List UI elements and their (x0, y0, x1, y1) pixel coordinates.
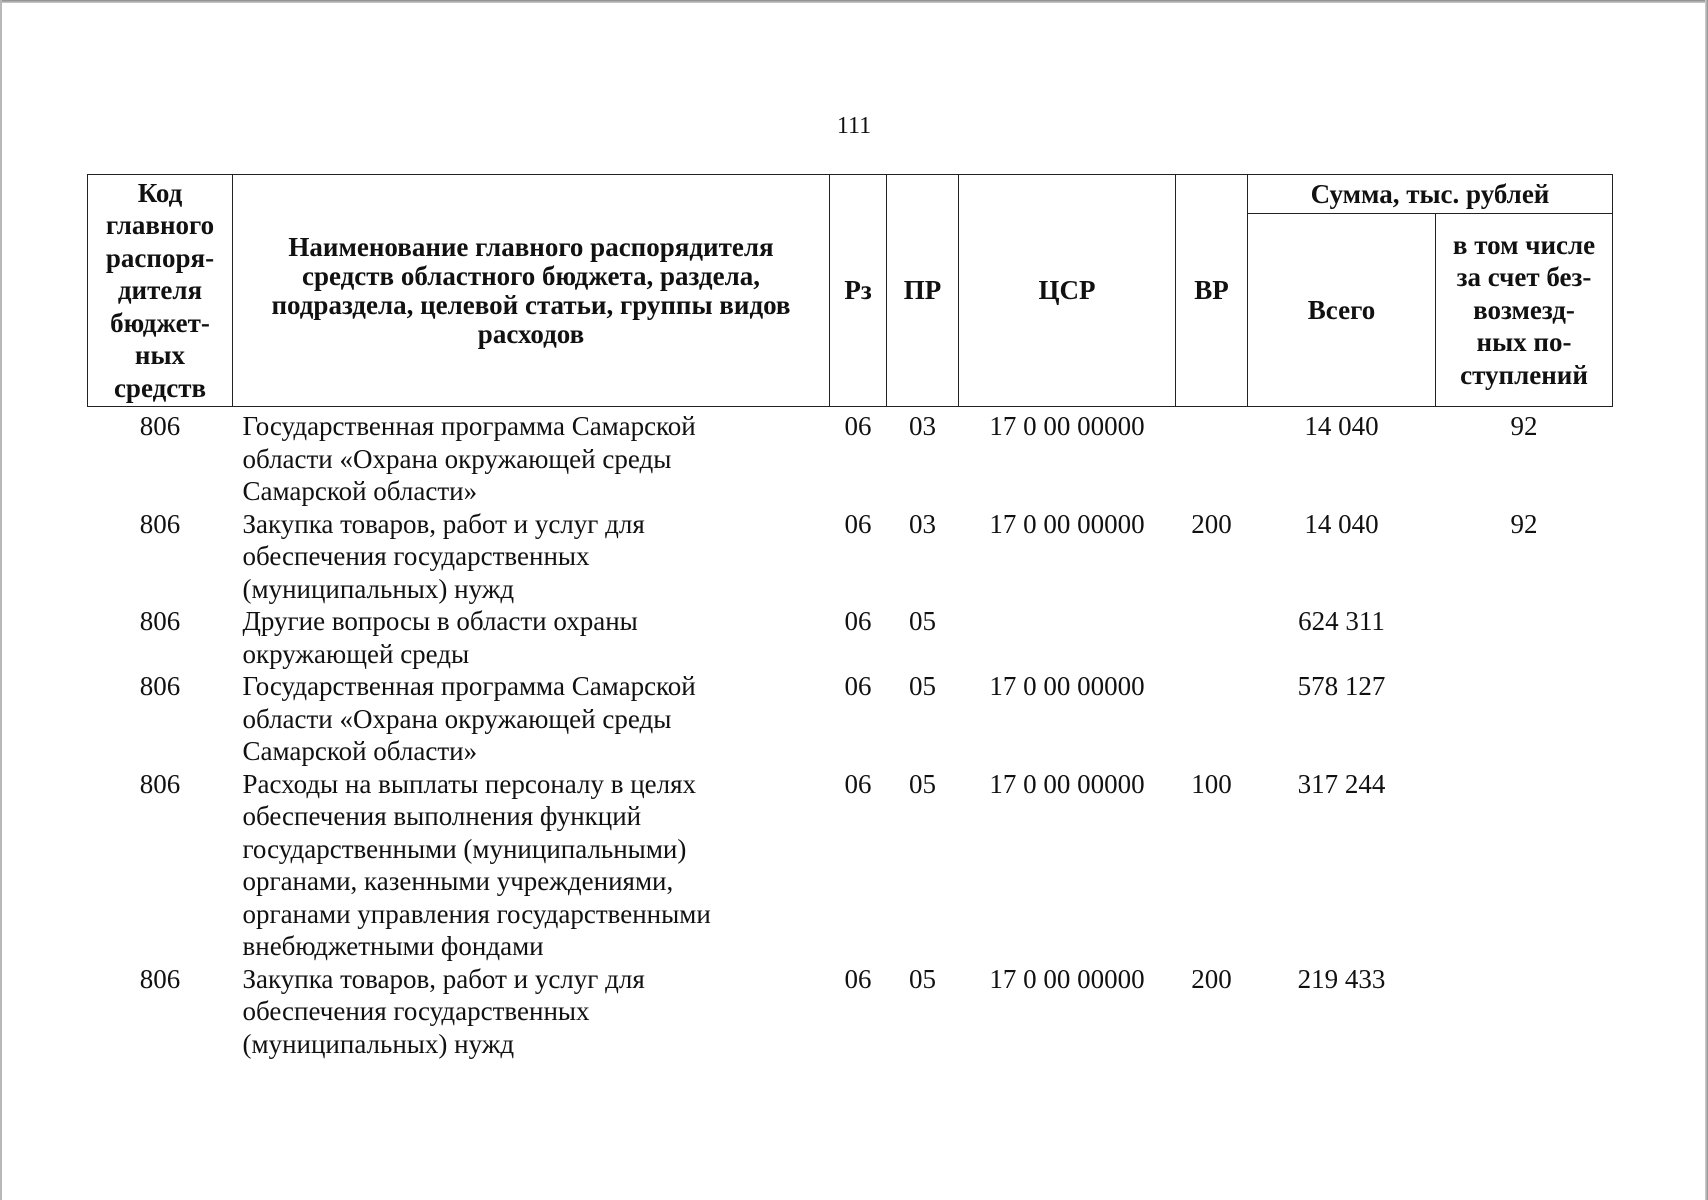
table-row (88, 605, 1613, 670)
cell-code: 806 (139, 508, 181, 539)
cell-vr: 100 (1191, 768, 1232, 799)
cell-name-line: области «Охрана окружающей среды (242, 443, 672, 474)
cell-name (233, 605, 830, 670)
cell-csr: 17 0 00 00000 (989, 411, 1145, 441)
cell-name-line: государственными (муниципальными) (242, 833, 687, 864)
cell-rz: 06 (844, 963, 872, 994)
cell-name-line: обеспечения выполнения функций (242, 801, 642, 831)
cell-name-line: Государственная программа Самарской (242, 411, 696, 441)
cell-code: 806 (139, 411, 181, 441)
header-vr: ВР (1176, 175, 1248, 407)
cell-pr: 03 (909, 411, 936, 441)
header-pr: ПР (887, 175, 959, 407)
cell-csr: 17 0 00 00000 (989, 671, 1145, 701)
cell-name-line: Самарской области» (242, 476, 478, 506)
header-free-line: ных по- (1476, 327, 1572, 358)
cell-name-line: органами управления государственными (242, 898, 711, 929)
cell-code: 806 (139, 768, 181, 799)
cell-name-line: Закупка товаров, работ и услуг для (242, 963, 645, 994)
cell-csr (959, 605, 1176, 670)
cell-name (233, 407, 830, 508)
cell-name-line: Расходы на выплаты персоналу в целях (242, 768, 697, 799)
table-row (88, 407, 1613, 508)
cell-name-line: внебюджетными фондами (242, 931, 544, 961)
cell-pr: 05 (909, 606, 936, 636)
header-free-line: возмезд- (1473, 294, 1575, 325)
header-code-line: главного (105, 210, 215, 241)
cell-rz: 06 (844, 508, 872, 539)
cell-name-line: (муниципальных) нужд (242, 573, 515, 604)
cell-name-line: области «Охрана окружающей среды (242, 703, 672, 734)
table-row (88, 768, 1613, 963)
page-number: 111 (836, 113, 872, 139)
cell-code: 806 (139, 671, 181, 701)
header-code-line: Код (137, 177, 183, 208)
header-sum: Сумма, тыс. рублей (1248, 175, 1613, 214)
header-total: Всего (1248, 214, 1436, 407)
budget-table (87, 174, 1613, 1060)
cell-name (233, 963, 830, 1061)
cell-name-line: (муниципальных) нужд (242, 1028, 515, 1059)
cell-name-line: окружающей среды (242, 638, 470, 669)
header-name-line: средств областного бюджета, раздела, (302, 260, 760, 291)
cell-pr: 05 (909, 671, 936, 701)
cell-rz: 06 (844, 671, 872, 701)
cell-total: 578 127 (1297, 671, 1386, 701)
table-row (88, 963, 1613, 1061)
cell-csr: 17 0 00 00000 (989, 768, 1145, 799)
cell-name (233, 508, 830, 606)
cell-free (1436, 605, 1613, 670)
cell-vr (1176, 407, 1248, 508)
cell-pr: 03 (909, 508, 936, 539)
cell-rz: 06 (844, 411, 872, 441)
header-code-line: ных (134, 340, 186, 371)
cell-free (1436, 670, 1613, 768)
cell-vr (1176, 605, 1248, 670)
cell-name-line: Государственная программа Самарской (242, 671, 696, 701)
cell-name-line: обеспечения государственных (242, 541, 590, 571)
cell-vr: 200 (1191, 508, 1232, 539)
cell-pr: 05 (909, 768, 936, 799)
cell-name-line: обеспечения государственных (242, 996, 590, 1026)
header-name-line: расходов (477, 318, 585, 349)
header-free-line: за счет без- (1456, 262, 1592, 293)
cell-vr: 200 (1191, 963, 1232, 994)
cell-name (233, 670, 830, 768)
table-header (88, 175, 1613, 407)
scan-edge-left (0, 0, 2, 1200)
cell-name-line: Другие вопросы в области охраны (242, 606, 638, 636)
header-csr: ЦСР (959, 175, 1176, 407)
table-body (88, 407, 1613, 1061)
cell-name-line: органами, казенными учреждениями, (242, 866, 674, 896)
header-name (233, 175, 830, 407)
cell-rz: 06 (844, 768, 872, 799)
cell-free (1436, 963, 1613, 1061)
header-code-line: бюджет- (110, 307, 210, 338)
cell-total: 14 040 (1304, 508, 1379, 539)
cell-csr: 17 0 00 00000 (989, 508, 1145, 539)
header-free-line: в том числе (1452, 229, 1596, 260)
cell-free (1436, 768, 1613, 963)
table-row (88, 670, 1613, 768)
header-code-line: дителя (117, 275, 203, 306)
cell-rz: 06 (844, 606, 872, 636)
header-rz: Рз (830, 175, 887, 407)
scan-edge-top (0, 0, 1708, 3)
cell-code: 806 (139, 606, 181, 636)
header-name-line: подраздела, целевой статьи, группы видов (271, 289, 791, 320)
cell-total: 624 311 (1298, 606, 1385, 636)
cell-name-line: Самарской области» (242, 736, 478, 766)
cell-vr (1176, 670, 1248, 768)
cell-csr: 17 0 00 00000 (989, 963, 1145, 994)
cell-name-line: Закупка товаров, работ и услуг для (242, 508, 645, 539)
cell-pr: 05 (909, 963, 936, 994)
cell-total: 14 040 (1304, 411, 1379, 441)
header-code (88, 175, 233, 407)
cell-code: 806 (139, 963, 181, 994)
cell-name (233, 768, 830, 963)
header-code-line: средств (113, 372, 207, 403)
cell-free: 92 (1510, 508, 1538, 539)
cell-free: 92 (1510, 411, 1538, 441)
header-free-line: ступлений (1460, 359, 1588, 390)
table-row (88, 508, 1613, 606)
cell-total: 219 433 (1297, 963, 1386, 994)
cell-total: 317 244 (1297, 768, 1386, 799)
header-free (1436, 214, 1613, 407)
header-name-line: Наименование главного распорядителя (288, 231, 774, 262)
header-code-line: распоря- (105, 242, 215, 273)
